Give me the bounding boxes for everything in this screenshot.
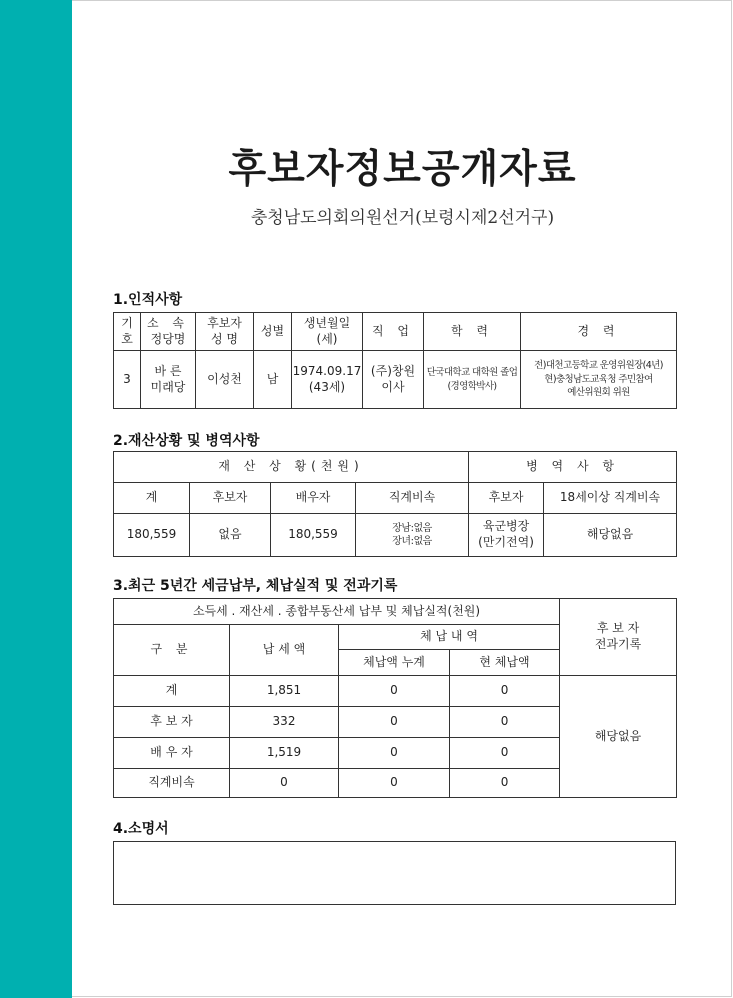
- header-gender: 성별: [254, 313, 292, 351]
- header-education: 학 력: [424, 313, 521, 351]
- tax-row-arrears-current: 0: [450, 707, 560, 738]
- header-criminal-record: 후 보 자 전과기록: [560, 599, 677, 676]
- tax-row-total: [114, 676, 677, 707]
- header-property-total: 계: [114, 483, 190, 514]
- header-property-candidate: 후보자: [190, 483, 271, 514]
- header-tax-category: 구 분: [114, 625, 230, 676]
- personal-data-row: [114, 351, 677, 409]
- candidate-birth: 1974.09.17 (43세): [292, 351, 363, 409]
- header-property-lineal: 직계비속: [356, 483, 469, 514]
- tax-row-arrears-total: 0: [339, 738, 450, 769]
- property-candidate-value: 없음: [190, 514, 271, 557]
- tax-row-arrears-total: 0: [339, 707, 450, 738]
- military-lineal-value: 해당없음: [544, 514, 677, 557]
- header-arrears-current: 현 체납액: [450, 650, 560, 676]
- property-military-table: [113, 451, 677, 557]
- candidate-career: 전)대천고등학교 운영위원장(4년) 현)충청남도교육청 주민참여 예산위원회 위원: [521, 351, 677, 409]
- header-birth: 생년월일 (세): [292, 313, 363, 351]
- section-title-tax: 3.최근 5년간 세금납부, 체납실적 및 전과기록: [113, 578, 398, 594]
- tax-main-header-row: [114, 599, 677, 625]
- header-tax-paid: 납 세 액: [230, 625, 339, 676]
- tax-row-label: 직계비속: [114, 769, 230, 798]
- property-column-header-row: [114, 483, 677, 514]
- candidate-education: 단국대학교 대학원 졸업 (경영학박사): [424, 351, 521, 409]
- property-spouse-value: 180,559: [271, 514, 356, 557]
- section-title-property: 2.재산상황 및 병역사항: [113, 433, 260, 449]
- header-property-spouse: 배우자: [271, 483, 356, 514]
- tax-row-paid: 1,519: [230, 738, 339, 769]
- personal-header-row: [114, 313, 677, 351]
- property-data-row: [114, 514, 677, 557]
- tax-record-table: [113, 598, 677, 798]
- candidate-party: 바 른 미래당: [141, 351, 196, 409]
- property-group-header-row: [114, 452, 677, 483]
- military-candidate-value: 육군병장 (만기전역): [469, 514, 544, 557]
- header-career: 경 력: [521, 313, 677, 351]
- header-party: 소 속 정당명: [141, 313, 196, 351]
- candidate-gender: 남: [254, 351, 292, 409]
- tax-row-label: 후 보 자: [114, 707, 230, 738]
- candidate-name: 이성천: [196, 351, 254, 409]
- candidate-number: 3: [114, 351, 141, 409]
- header-property-status: 재 산 상 황(천원): [114, 452, 469, 483]
- header-tax-arrears: 체 납 내 역: [339, 625, 560, 650]
- property-lineal-value: 장남:없음 장녀:없음: [356, 514, 469, 557]
- tax-row-paid: 332: [230, 707, 339, 738]
- criminal-record-value: 해당없음: [560, 676, 677, 798]
- personal-info-table: [113, 312, 677, 409]
- property-total-value: 180,559: [114, 514, 190, 557]
- candidate-job: (주)창원 이사: [363, 351, 424, 409]
- tax-row-arrears-current: 0: [450, 676, 560, 707]
- tax-row-label: 계: [114, 676, 230, 707]
- tax-row-arrears-current: 0: [450, 769, 560, 798]
- side-color-bar: [0, 0, 72, 998]
- statement-box: [113, 841, 676, 905]
- header-military-lineal: 18세이상 직계비속: [544, 483, 677, 514]
- header-tax-main: 소득세 . 재산세 . 종합부동산세 납부 및 체납실적(천원): [114, 599, 560, 625]
- header-number: 기 호: [114, 313, 141, 351]
- header-name: 후보자 성 명: [196, 313, 254, 351]
- page-subtitle: 충청남도의회의원선거(보령시제2선거구): [250, 208, 555, 228]
- page-title: 후보자정보공개자료: [228, 147, 577, 192]
- header-military-status: 병 역 사 항: [469, 452, 677, 483]
- header-job: 직 업: [363, 313, 424, 351]
- tax-row-label: 배 우 자: [114, 738, 230, 769]
- section-title-statement: 4.소명서: [113, 821, 169, 837]
- section-title-personal: 1.인적사항: [113, 292, 183, 308]
- header-arrears-total: 체납액 누계: [339, 650, 450, 676]
- header-military-candidate: 후보자: [469, 483, 544, 514]
- tax-row-arrears-total: 0: [339, 676, 450, 707]
- tax-row-paid: 1,851: [230, 676, 339, 707]
- tax-row-paid: 0: [230, 769, 339, 798]
- tax-row-arrears-current: 0: [450, 738, 560, 769]
- tax-row-arrears-total: 0: [339, 769, 450, 798]
